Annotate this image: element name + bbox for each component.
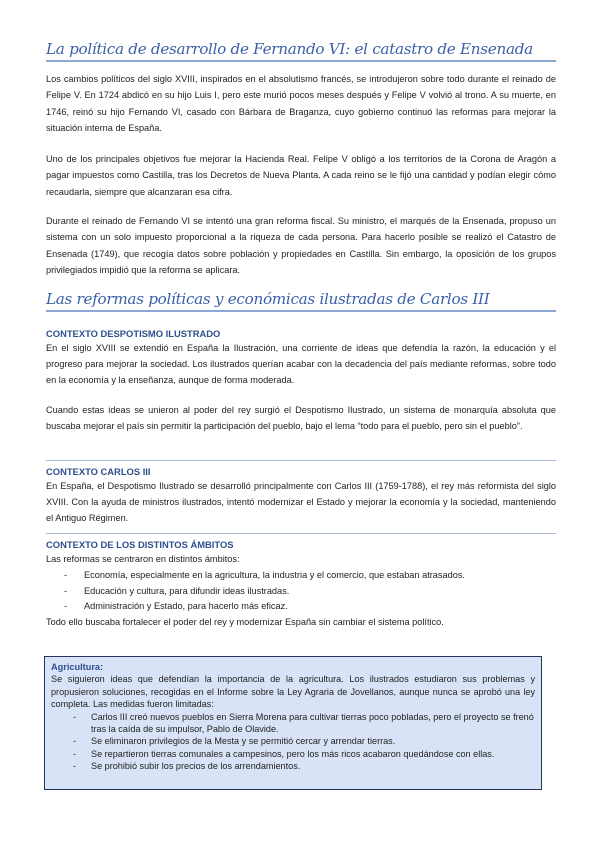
agricultura-box <box>44 656 542 790</box>
list-item: - Se repartieron tierras comunales a campesinos, pero los más ricos acabaron quedándose con ellas. <box>51 748 535 760</box>
list-item: - Administración y Estado, para hacerlo más eficaz. <box>46 599 556 615</box>
section-title: CONTEXTO DESPOTISMO ILUSTRADO <box>46 328 221 339</box>
section-paragraph: En el siglo XVIII se extendió en España la Ilustración, una corriente de ideas que defendía la razón, la educación y el progreso para mejorar la sociedad. Los ilustrados querían acabar con la decadencia del país mediante reformas, sobre todo en la economía y la enseñanza, aunque de forma moderada. <box>46 343 556 385</box>
section-heading: La política de desarrollo de Fernando VI: el catastro de Ensenada <box>46 40 533 58</box>
box-title: Agricultura: <box>51 662 104 672</box>
section-heading: Las reformas políticas y económicas ilustradas de Carlos III <box>46 290 490 308</box>
list-item: - Educación y cultura, para difundir ideas ilustradas. <box>46 584 556 600</box>
agricultura-list <box>51 711 535 773</box>
paragraph-cambios-politicos: Los cambios políticos del siglo XVIII, inspirados en el absolutismo francés, se introdujeron sobre todo durante el reinado de Felipe V. En 1724 abdicó en su hijo Luis I, pero este murió pocos meses después y Felipe V volvió al trono. A su muerte, en 1746, reinó su hijo Fernando VI, casado con Bárbara de Braganza, cuyo gobierno continuó las reformas para mejorar la situación interna de España. <box>46 74 556 134</box>
section-title: CONTEXTO CARLOS III <box>46 466 151 477</box>
heading-underline <box>46 310 556 312</box>
section-distintos-ambitos <box>46 533 556 631</box>
heading-fernando-vi <box>46 40 556 62</box>
list-item: - Carlos III creó nuevos pueblos en Sierra Morena para cultivar tierras poco pobladas, pero el proyecto se frenó tras la caída de su impulsor, Pablo de Olavide. <box>51 711 535 736</box>
paragraph-reforma-fiscal: Durante el reinado de Fernando VI se intentó una gran reforma fiscal. Su ministro, el marqués de la Ensenada, propuso un sistema con un solo impuesto proporcional a la riqueza de cada persona. Para hacerlo posible se realizó el Catastro de Ensenada (1749), que recogía datos sobre población y propiedades en Castilla. Sin embargo, la oposición de los grupos privilegiados impidió que la reforma se aplicara. <box>46 216 556 276</box>
heading-underline <box>46 60 556 62</box>
section-paragraph: En España, el Despotismo Ilustrado se desarrolló principalmente con Carlos III (1759-1788), el rey más reformista del siglo XVIII. Con la ayuda de ministros ilustrados, intentó modernizar el Estado y mejorar la economía y la sociedad, manteniendo el Antiguo Régimen. <box>46 481 556 523</box>
list-item: - Se prohibió subir los precios de los arrendamientos. <box>51 760 535 772</box>
ambitos-list <box>46 568 556 615</box>
section-title: CONTEXTO DE LOS DISTINTOS ÁMBITOS <box>46 539 234 550</box>
box-paragraph: Se siguieron ideas que defendían la importancia de la agricultura. Los ilustrados estudiaron sus problemas y propusieron soluciones, recogidas en el Informe sobre la Ley Agraria de Jovellanos, aunque nunca se aprobó una ley completa. Las medidas fueron limitadas: <box>51 674 535 710</box>
section-paragraph: Las reformas se centraron en distintos ámbitos: <box>46 554 240 564</box>
section-paragraph: Todo ello buscaba fortalecer el poder del rey y modernizar España sin cambiar el sistema político. <box>46 617 444 628</box>
section-carlos-iii <box>46 460 556 526</box>
paragraph-hacienda-real: Uno de los principales objetivos fue mejorar la Hacienda Real. Felipe V obligó a los territorios de la Corona de Aragón a pagar impuestos como Castilla, tras los Decretos de Nueva Planta. A cada reino se le fijó una cantidad y podían elegir cómo recaudarla, siempre que alcanzaran esa cifra. <box>46 154 556 197</box>
heading-carlos-iii <box>46 290 556 312</box>
section-despotismo-ilustrado <box>46 326 556 435</box>
list-item: - Economía, especialmente en la agricultura, la industria y el comercio, que estaban atrasados. <box>46 568 556 584</box>
section-paragraph: Cuando estas ideas se unieron al poder del rey surgió el Despotismo Ilustrado, un sistema de monarquía absoluta que buscaba mejorar el país sin permitir la participación del pueblo, bajo el lema “todo para el pueblo, pero sin el pueblo”. <box>46 405 556 432</box>
list-item: - Se eliminaron privilegios de la Mesta y se permitió cercar y arrendar tierras. <box>51 735 535 747</box>
